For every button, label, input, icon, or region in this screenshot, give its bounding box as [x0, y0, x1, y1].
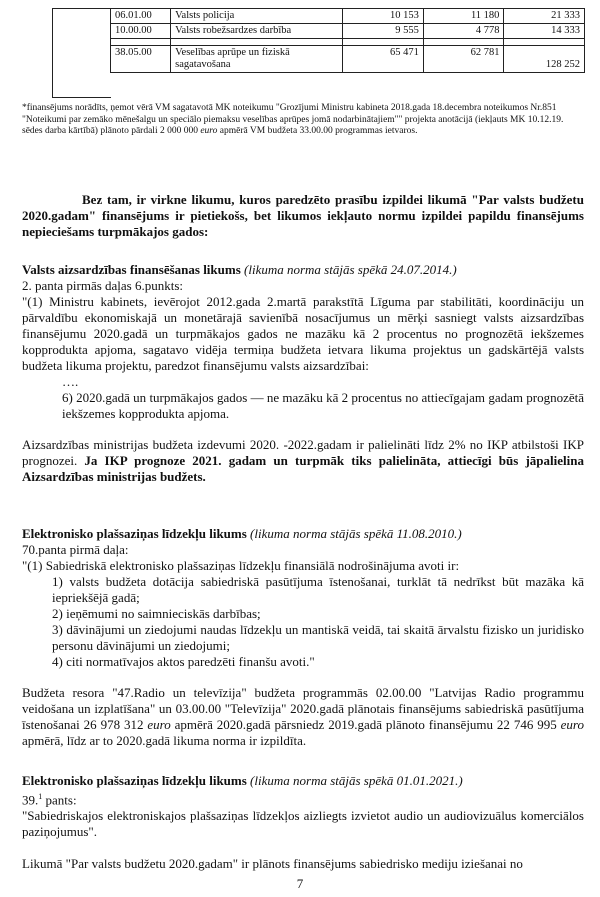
law-quote: "Sabiedriskajos elektroniskajos plašsaziņas līdzekļos aizliegts izvietot audio un audiovizuālus komerciālos paziņojumus".: [22, 808, 584, 840]
table-cell-value: 14 333: [504, 24, 585, 39]
table-cell-code: 10.00.00: [111, 24, 171, 39]
section-heading: [22, 262, 584, 278]
section-media-law-2010: [22, 526, 584, 749]
currency-label: euro: [147, 717, 171, 732]
footnote-text-end: apmērā VM budžeta 33.00.00 programmas ietvaros.: [217, 126, 418, 136]
law-title: Valsts aizsardzības finansēšanas likums: [22, 262, 241, 277]
list-item: 3) dāvinājumi un ziedojumi naudas līdzekļu un mantiskā veidā, tai skaitā ārvalstu fizisko un juridisko personu dāvinājumi un ziedojumi;: [52, 622, 584, 653]
section-conclusion: [22, 437, 584, 485]
law-quote: "(1) Ministru kabinets, ievērojot 2012.gada 2.martā parakstītā Līguma par stabilitāti, koordināciju un pārvaldību ekonomiskajā un monetārajā savienībā nosacījumus un mērķi sasniegt valsts aizsardzības finansējumu 2020.gadā un turpmākajos gados ne mazāku kā 2 procentus no prognozētā iekšzemes kopprodukta apjoma, sagatavo vidēja termiņa budžeta ietvara likuma projektus un gadskārtējā valsts budžeta likuma projektu, paredzot finansējumu valsts aizsardzībai:: [22, 294, 584, 373]
table-cell-code: 06.01.00: [111, 9, 171, 24]
table-cell-value: 128 252: [504, 46, 585, 73]
page-number: 7: [296, 876, 304, 891]
list-item: 4) citi normatīvajos aktos paredzēti finanšu avoti.": [52, 654, 315, 669]
table-cell-value: 11 180: [423, 9, 504, 24]
law-title: Elektronisko plašsaziņas līdzekļu likums: [22, 773, 247, 788]
section-media-law-2021: [22, 773, 584, 872]
law-effective-note: (likuma norma stājās spēkā 11.08.2010.): [250, 526, 462, 541]
table-cell-value: 21 333: [504, 9, 585, 24]
table-cell-value: 10 153: [343, 9, 424, 24]
table-cell-code: 38.05.00: [111, 46, 171, 73]
quote-ellipsis: ….: [62, 374, 79, 389]
law-effective-note: (likuma norma stājās spēkā 01.01.2021.): [250, 773, 463, 788]
table-cell-name: Veselības aprūpe un fiziskā sagatavošana: [171, 46, 343, 73]
table-cell-value: 9 555: [343, 24, 424, 39]
table-cell-name: Valsts robežsardzes darbība: [171, 24, 343, 39]
currency-label: euro: [560, 717, 584, 732]
law-reference: [22, 789, 584, 808]
law-quote: "(1) Sabiedriskā elektronisko plašsaziņas līdzekļu finansiālā nodrošinājuma avoti ir:: [22, 558, 460, 573]
table-cell-value: 62 781: [423, 46, 504, 73]
law-reference: 70.panta pirmā daļa:: [22, 542, 129, 557]
closing-paragraph: Likumā "Par valsts budžetu 2020.gadam" ir plānots finansējums sabiedrisko mediju iziešanai no: [22, 856, 523, 872]
section-defense-law: [22, 262, 584, 485]
section-heading: [22, 526, 584, 542]
conclusion-text: Aizsardzības ministrijas budžeta izdevumi 2020. -2022.gadam ir palielināti līdz 2% no IKP atbilstoši IKP prognozei.: [22, 437, 584, 468]
ref-number: 39.: [22, 792, 39, 808]
budget-text: apmērā 2020.gadā pārsniedz 2019.gadā plānoto finansējumu 22 746 995: [170, 717, 561, 732]
table-cell-value: 65 471: [343, 46, 424, 73]
footnote-text: *finansējums norādīts, ņemot vērā VM sagatavotā MK noteikumu "Grozījumi Ministru kabineta 2018.gada 18.decembra noteikumos Nr.851 "Noteikumi par zemāko mēnešalgu un speciālo piemaksu veselības aprūpes jomā nodarbinātajiem"" projekta anotācijā (iekļauts MK 10.12.19. sēdes darba kārtībā) plānoto pārdali 2 000 000: [22, 103, 564, 136]
law-reference: 2. panta pirmās daļas 6.punkts:: [22, 278, 184, 293]
budget-table: [110, 8, 585, 73]
section-heading: [22, 773, 584, 789]
table-footnote: [22, 103, 582, 138]
table-spacer-row: [111, 39, 585, 46]
table-cell-value: 4 778: [423, 24, 504, 39]
list-item: 2) ieņēmumi no saimnieciskās darbības;: [52, 606, 261, 621]
ref-label: pants:: [42, 792, 77, 808]
intro-paragraph: Bez tam, ir virkne likumu, kuros paredzēto prasību izpildei likumā "Par valsts budžetu 2020.gadam" finansējums ir pietiekošs, bet likumos iekļauto normu izpildei papildu finansējums nepieciešams turpmākajos gados:: [22, 192, 584, 239]
table-row: [111, 24, 585, 39]
table-cell-name: Valsts policija: [171, 9, 343, 24]
law-point-6: 6) 2020.gadā un turpmākajos gados — ne mazāku kā 2 procentus no attiecīgajam gadam prognozētā iekšzemes kopprodukta apjoma.: [62, 390, 584, 421]
budget-text: Budžeta resora "47.Radio un televīzija" budžeta programmās 02.00.00 "Latvijas Radio programmu veidošana un izplatīšana" un 03.00.00 "Televīzija" 2020.gadā plānotais finansējums sabiedriskā pasūtījuma īstenošanai 26 978 312: [22, 685, 584, 732]
conclusion-bold: Ja IKP prognoze 2021. gadam un turpmāk tiks palielināta, attiecīgi būs jāpalielina Aizsardzības ministrijas budžets.: [22, 453, 584, 484]
law-title: Elektronisko plašsaziņas līdzekļu likums: [22, 526, 247, 541]
list-item: 1) valsts budžeta dotācija sabiedriskā pasūtījuma īstenošanai, turklāt tā nedrīkst būt mazāka kā iepriekšējā gadā;: [52, 574, 584, 605]
ref-superscript: 1: [38, 792, 43, 801]
budget-paragraph: [22, 685, 584, 749]
footnote-currency: euro: [200, 126, 218, 136]
law-effective-note: (likuma norma stājās spēkā 24.07.2014.): [244, 262, 457, 277]
budget-text: apmērā, līdz ar to 2020.gadā likuma norma ir izpildīta.: [22, 733, 307, 748]
table-left-column: [52, 8, 111, 98]
table-row: [111, 9, 585, 24]
table-row: [111, 46, 585, 73]
